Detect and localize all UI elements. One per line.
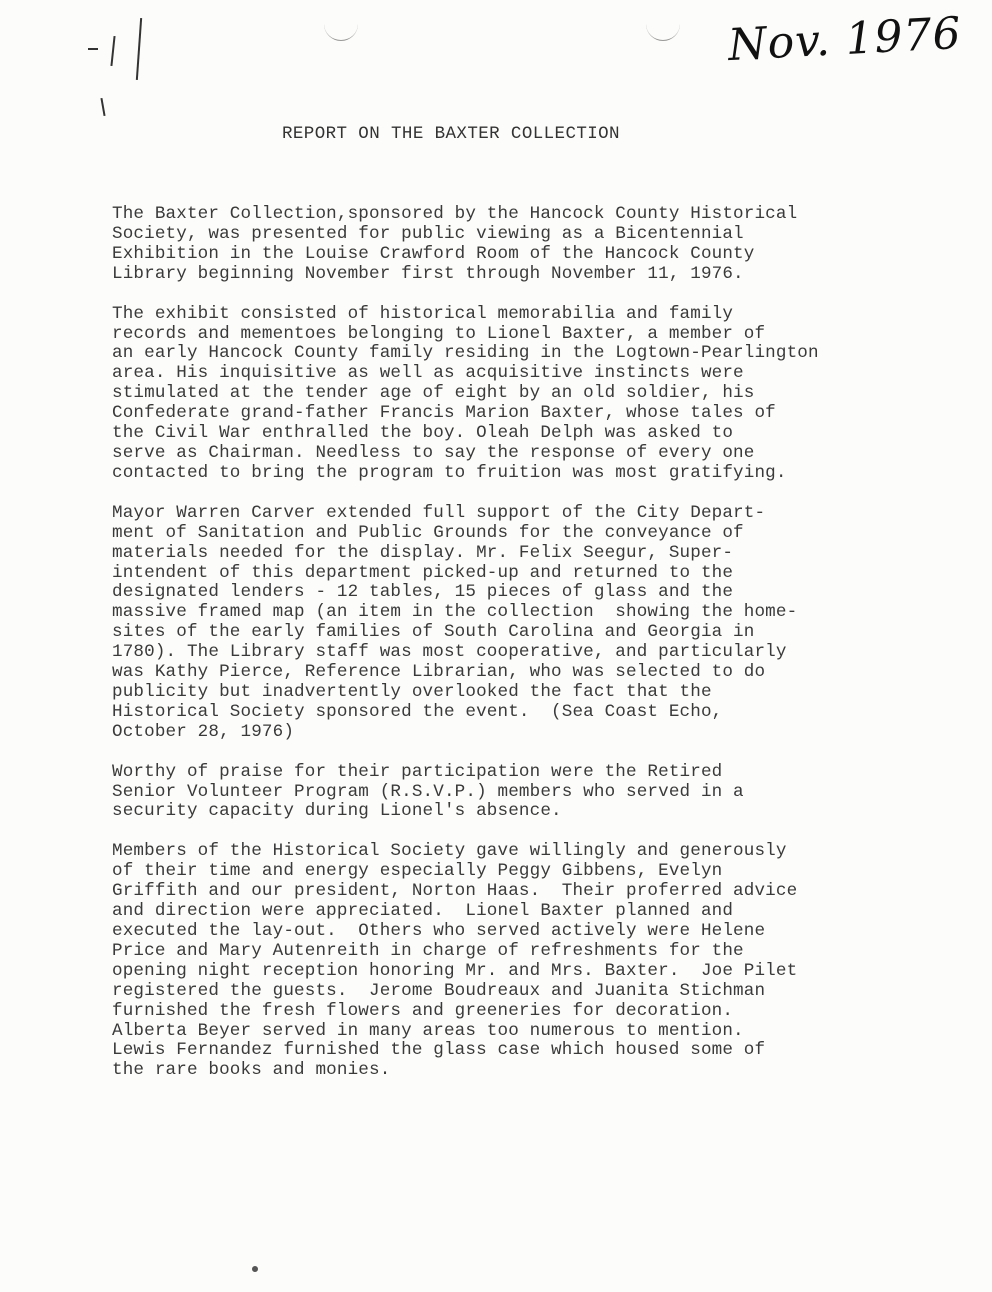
text-line: October 28, 1976) [112,721,295,742]
punch-hole-right [646,22,680,41]
text-line: materials needed for the display. Mr. Felix Seegur, Super- [112,542,734,563]
text-line: serve as Chairman. Needless to say the response of every one [112,442,755,463]
text-line: Mayor Warren Carver extended full support of the City Depart- [112,502,766,523]
text-line: Exhibition in the Louise Crawford Room of the Hancock County [112,243,755,264]
text-line: The exhibit consisted of historical memorabilia and family [112,303,734,324]
punch-hole-left [324,22,358,41]
text-line: of their time and energy especially Peggy Gibbens, Evelyn [112,861,723,882]
text-line: Alberta Beyer served in many areas too numerous to mention. [112,1020,744,1041]
text-line: an early Hancock County family residing in the Logtown-Pearlington [112,343,819,364]
text-line: was Kathy Pierce, Reference Librarian, who was selected to do [112,662,766,683]
text-line: ment of Sanitation and Public Grounds for the conveyance of [112,522,744,543]
text-line: Worthy of praise for their participation were the Retired [112,761,723,782]
text-line: contacted to bring the program to fruition was most gratifying. [112,462,787,483]
text-line: Lewis Fernandez furnished the glass case which housed some of [112,1040,766,1061]
text-line: area. His inquisitive as well as acquisitive instincts were [112,363,744,384]
text-line: massive framed map (an item in the collection showing the home- [112,602,798,623]
handwritten-date: Nov. 1976 [726,7,963,72]
text-line: Senior Volunteer Program (R.S.V.P.) members who served in a [112,781,744,802]
text-line: intendent of this department picked-up and returned to the [112,562,734,583]
text-line: sites of the early families of South Carolina and Georgia in [112,622,755,643]
text-line: the rare books and monies. [112,1060,391,1081]
text-line: designated lenders - 12 tables, 15 pieces of glass and the [112,582,734,603]
text-line: opening night reception honoring Mr. and Mrs. Baxter. Joe Pilet [112,960,798,981]
pen-mark [88,48,98,50]
paragraph [112,305,972,484]
ink-speck [252,1266,258,1272]
text-line: stimulated at the tender age of eight by an old soldier, his [112,383,755,404]
text-line: furnished the fresh flowers and greeneries for decoration. [112,1000,734,1021]
text-line: and direction were appreciated. Lionel Baxter planned and [112,901,734,922]
text-line: Griffith and our president, Norton Haas. Their proferred advice [112,881,798,902]
pen-mark [100,98,105,116]
text-line: records and mementoes belonging to Lionel Baxter, a member of [112,323,766,344]
paragraph [112,504,972,743]
text-line: registered the guests. Jerome Boudreaux and Juanita Stichman [112,980,766,1001]
text-line: Members of the Historical Society gave willingly and generously [112,841,787,862]
text-line: 1780). The Library staff was most cooperative, and particularly [112,642,787,663]
text-line: Price and Mary Autenreith in charge of refreshments for the [112,940,744,961]
paragraph [112,763,972,823]
text-line: Confederate grand-father Francis Marion Baxter, whose tales of [112,403,776,424]
text-line: Society, was presented for public viewing as a Bicentennial [112,223,744,244]
document-title: REPORT ON THE BAXTER COLLECTION [282,124,620,144]
pen-mark [110,36,115,66]
text-line: Historical Society sponsored the event. (Sea Coast Echo, [112,701,723,722]
text-line: Library beginning November first through November 11, 1976. [112,263,744,284]
paragraph [112,842,972,1081]
text-line: executed the lay-out. Others who served actively were Helene [112,921,766,941]
document-body [112,205,972,1101]
text-line: security capacity during Lionel's absence. [112,801,562,822]
text-line: The Baxter Collection,sponsored by the Hancock County Historical [112,204,798,224]
pen-mark [136,18,142,80]
text-line: the Civil War enthralled the boy. Oleah Delph was asked to [112,423,734,444]
paragraph [112,205,972,285]
text-line: publicity but inadvertently overlooked the fact that the [112,681,712,702]
